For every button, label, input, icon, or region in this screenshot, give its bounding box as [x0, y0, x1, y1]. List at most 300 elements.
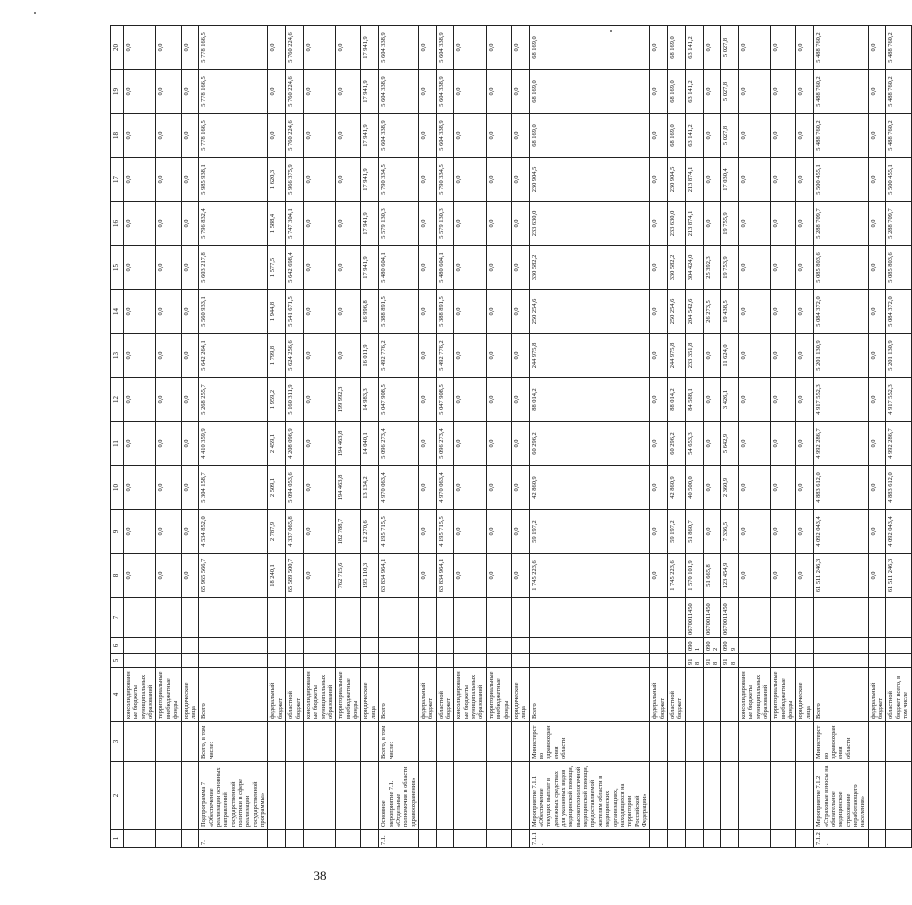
value-cell: 0,0: [418, 26, 436, 70]
cell-c6: [511, 638, 529, 654]
cell-c4: консолидированные бюджеты муниципальных образований: [303, 668, 335, 722]
cell-c7: [814, 598, 869, 638]
value-cell: 233 630,0: [668, 202, 686, 246]
cell-c7: [668, 598, 686, 638]
value-cell: 1 944,8: [268, 290, 286, 334]
value-cell: 194 463,8: [336, 466, 361, 510]
value-cell: 4 208 096,9: [286, 422, 304, 466]
cell-c3: [486, 722, 511, 762]
value-cell: 5 500 455,1: [886, 158, 911, 202]
column-number: 14: [111, 290, 124, 334]
table-row: [814, 26, 869, 848]
value-cell: 0,0: [486, 510, 511, 554]
landscape-table-container: [110, 28, 910, 848]
cell-c6: [156, 638, 181, 654]
value-cell: 4 337 065,8: [286, 510, 304, 554]
value-cell: 1 745 223,6: [668, 554, 686, 598]
value-cell: 0,0: [336, 158, 361, 202]
value-cell: 26 273,5: [703, 290, 721, 334]
value-cell: 65 589 500,7: [286, 554, 304, 598]
value-cell: 0,0: [511, 334, 529, 378]
value-cell: 0,0: [181, 114, 199, 158]
value-cell: 0,0: [796, 158, 814, 202]
column-number: 16: [111, 202, 124, 246]
value-cell: 65 965 566,7: [199, 554, 268, 598]
value-cell: 0,0: [418, 290, 436, 334]
value-cell: 68 169,0: [668, 114, 686, 158]
table-row: [529, 26, 650, 848]
cell-c5: [771, 654, 796, 668]
column-number: 1: [111, 830, 124, 848]
value-cell: 0,0: [303, 334, 335, 378]
value-cell: 230 904,5: [529, 158, 650, 202]
value-cell: 0,0: [181, 334, 199, 378]
value-cell: 1 588,4: [268, 202, 286, 246]
cell-c7: [199, 598, 268, 638]
cell-c6: [454, 638, 486, 654]
value-cell: 5 047 908,5: [379, 378, 419, 422]
value-cell: 0,0: [486, 334, 511, 378]
value-cell: 0,0: [703, 202, 721, 246]
value-cell: 0,0: [703, 70, 721, 114]
cell-c2: [703, 762, 721, 830]
value-cell: 5 778 166,5: [199, 114, 268, 158]
cell-c3: [124, 722, 156, 762]
value-cell: 5 790 334,5: [379, 158, 419, 202]
value-cell: 1 959,2: [268, 378, 286, 422]
value-cell: 2 509,1: [268, 466, 286, 510]
value-cell: 5 096 273,4: [436, 422, 454, 466]
value-cell: 17 941,9: [361, 202, 379, 246]
table-row: [685, 26, 703, 848]
cell-c6: [418, 638, 436, 654]
value-cell: 230 904,5: [668, 158, 686, 202]
value-cell: 0,0: [303, 26, 335, 70]
cell-c2: [286, 762, 304, 830]
column-number: 7: [111, 598, 124, 638]
value-cell: 250 254,6: [529, 290, 650, 334]
table-row: [868, 26, 886, 848]
cell-c5: [886, 654, 911, 668]
cell-c5: [486, 654, 511, 668]
cell-c4: Всего: [529, 668, 650, 722]
value-cell: 0,0: [454, 26, 486, 70]
cell-c1: [650, 830, 668, 848]
table-row: [454, 26, 486, 848]
value-cell: 0,0: [181, 466, 199, 510]
cell-c7: [486, 598, 511, 638]
value-cell: 5 480 604,1: [379, 246, 419, 290]
value-cell: 0,0: [511, 466, 529, 510]
value-cell: 1 745 223,6: [529, 554, 650, 598]
cell-c7: [738, 598, 770, 638]
table-body: [111, 26, 912, 848]
cell-c3: Всего, в том числе:: [199, 722, 268, 762]
value-cell: 0,0: [156, 26, 181, 70]
cell-c4: федеральный бюджет: [268, 668, 286, 722]
table-row: [650, 26, 668, 848]
table-row: [418, 26, 436, 848]
cell-c7: 0670011450: [721, 598, 739, 638]
value-cell: 0,0: [796, 422, 814, 466]
cell-c5: [268, 654, 286, 668]
cell-c1: [796, 830, 814, 848]
value-cell: 4 992 286,7: [886, 422, 911, 466]
value-cell: 2 787,9: [268, 510, 286, 554]
value-cell: 0,0: [486, 466, 511, 510]
value-cell: 3 426,1: [721, 378, 739, 422]
value-cell: 5 047 908,5: [436, 378, 454, 422]
value-cell: 88 014,2: [529, 378, 650, 422]
cell-c3: [738, 722, 770, 762]
cell-c3: [685, 722, 703, 762]
value-cell: 0,0: [486, 290, 511, 334]
cell-c5: [738, 654, 770, 668]
value-cell: 194 463,8: [336, 422, 361, 466]
value-cell: 0,0: [486, 246, 511, 290]
value-cell: 0,0: [156, 114, 181, 158]
cell-c1: [868, 830, 886, 848]
value-cell: 0,0: [650, 378, 668, 422]
value-cell: 0,0: [156, 466, 181, 510]
cell-c4: консолидированные бюджеты муниципальных образований: [454, 668, 486, 722]
value-cell: 5 388 891,5: [436, 290, 454, 334]
cell-c1: [336, 830, 361, 848]
value-cell: 5 096 273,4: [379, 422, 419, 466]
value-cell: 0,0: [303, 510, 335, 554]
cell-c4: [721, 668, 739, 722]
value-cell: 5 796 832,4: [199, 202, 268, 246]
cell-c3: Всего, в том числе:: [379, 722, 419, 762]
cell-c6: [124, 638, 156, 654]
cell-c6: [738, 638, 770, 654]
cell-c1: [738, 830, 770, 848]
table-row: [361, 26, 379, 848]
table-row: [511, 26, 529, 848]
value-cell: 0,0: [796, 290, 814, 334]
value-cell: 0,0: [418, 158, 436, 202]
value-cell: 0,0: [868, 378, 886, 422]
value-cell: 0,0: [868, 290, 886, 334]
value-cell: 5 560 933,1: [199, 290, 268, 334]
value-cell: 0,0: [796, 202, 814, 246]
cell-c7: [529, 598, 650, 638]
table-row: [486, 26, 511, 848]
value-cell: 0,0: [738, 158, 770, 202]
table-row: [703, 26, 721, 848]
value-cell: 0,0: [156, 202, 181, 246]
value-cell: 0,0: [454, 158, 486, 202]
cell-c6: [268, 638, 286, 654]
cell-c3: [868, 722, 886, 762]
cell-c6: [286, 638, 304, 654]
value-cell: 0,0: [418, 378, 436, 422]
value-cell: 0,0: [418, 70, 436, 114]
value-cell: 5 760 224,6: [286, 26, 304, 70]
cell-c2: [268, 762, 286, 830]
value-cell: 0,0: [771, 334, 796, 378]
value-cell: 0,0: [303, 246, 335, 290]
value-cell: 4 970 063,4: [436, 466, 454, 510]
value-cell: 5 201 130,9: [886, 334, 911, 378]
column-number: 9: [111, 510, 124, 554]
cell-c1: [361, 830, 379, 848]
value-cell: 0,0: [454, 378, 486, 422]
value-cell: 0,0: [268, 114, 286, 158]
cell-c5: [668, 654, 686, 668]
value-cell: 0,0: [486, 26, 511, 70]
value-cell: 0,0: [156, 510, 181, 554]
value-cell: 0,0: [454, 114, 486, 158]
value-cell: 4 970 063,4: [379, 466, 419, 510]
cell-c4: территориальные внебюджетные фонды: [486, 668, 511, 722]
value-cell: 0,0: [511, 378, 529, 422]
value-cell: 330 582,2: [529, 246, 650, 290]
value-cell: 1 799,8: [268, 334, 286, 378]
value-cell: 0,0: [796, 554, 814, 598]
cell-c1: [436, 830, 454, 848]
cell-c2: [156, 762, 181, 830]
value-cell: 5 488 760,2: [886, 114, 911, 158]
value-cell: 4 534 852,0: [199, 510, 268, 554]
value-cell: 0,0: [868, 202, 886, 246]
value-cell: 0,0: [650, 202, 668, 246]
value-cell: 213 874,1: [685, 202, 703, 246]
value-cell: 5 492 776,2: [436, 334, 454, 378]
budget-table: [110, 25, 912, 848]
cell-c4: территориальные внебюджетные фонды: [156, 668, 181, 722]
value-cell: 0,0: [868, 466, 886, 510]
value-cell: 0,0: [336, 202, 361, 246]
value-cell: 0,0: [868, 334, 886, 378]
cell-c1: [303, 830, 335, 848]
cell-c4: областной бюджет всего, в том числе: [886, 668, 911, 722]
cell-c6: [181, 638, 199, 654]
cell-c1: [156, 830, 181, 848]
column-number: 10: [111, 466, 124, 510]
value-cell: 5 304 158,7: [199, 466, 268, 510]
value-cell: 60 296,2: [529, 422, 650, 466]
value-cell: 0,0: [418, 466, 436, 510]
value-cell: 68 169,0: [529, 70, 650, 114]
cell-c7: [650, 598, 668, 638]
cell-c3: [796, 722, 814, 762]
cell-c1: [685, 830, 703, 848]
value-cell: 40 500,0: [685, 466, 703, 510]
value-cell: 0,0: [703, 422, 721, 466]
cell-c4: федеральный бюджет: [418, 668, 436, 722]
value-cell: 5 268 255,7: [199, 378, 268, 422]
value-cell: 4 195 715,5: [379, 510, 419, 554]
column-number: 6: [111, 638, 124, 654]
cell-c1: 7.1.2.: [814, 830, 869, 848]
cell-c6: [379, 638, 419, 654]
value-cell: 0,0: [511, 202, 529, 246]
cell-c5: [124, 654, 156, 668]
cell-c6: [529, 638, 650, 654]
value-cell: 0,0: [703, 378, 721, 422]
column-number: 20: [111, 26, 124, 70]
value-cell: 17 941,9: [361, 158, 379, 202]
value-cell: 0,0: [124, 466, 156, 510]
value-cell: 0,0: [336, 246, 361, 290]
cell-c6: 0902: [703, 638, 721, 654]
cell-c5: [814, 654, 869, 668]
value-cell: 244 975,8: [668, 334, 686, 378]
value-cell: 4 410 359,9: [199, 422, 268, 466]
value-cell: 0,0: [181, 510, 199, 554]
cell-c3: Министерство здравоохранения области: [529, 722, 650, 762]
cell-c4: консолидированные бюджеты муниципальных образований: [738, 668, 770, 722]
value-cell: 5 084 372,0: [886, 290, 911, 334]
value-cell: 0,0: [336, 114, 361, 158]
value-cell: 0,0: [703, 334, 721, 378]
cell-c4: областной бюджет: [436, 668, 454, 722]
value-cell: 0,0: [738, 378, 770, 422]
value-cell: 0,0: [771, 466, 796, 510]
value-cell: 5 579 130,3: [436, 202, 454, 246]
column-number: 5: [111, 654, 124, 668]
cell-c1: [486, 830, 511, 848]
value-cell: 0,0: [771, 158, 796, 202]
column-number: 11: [111, 422, 124, 466]
value-cell: 0,0: [796, 334, 814, 378]
value-cell: 0,0: [650, 554, 668, 598]
value-cell: 4 883 612,0: [886, 466, 911, 510]
value-cell: 0,0: [181, 158, 199, 202]
column-number: 19: [111, 70, 124, 114]
value-cell: 0,0: [418, 422, 436, 466]
value-cell: 0,0: [796, 378, 814, 422]
value-cell: 59 197,2: [668, 510, 686, 554]
value-cell: 0,0: [771, 114, 796, 158]
cell-c4: областной бюджет: [286, 668, 304, 722]
cell-c2: [436, 762, 454, 830]
cell-c6: [486, 638, 511, 654]
cell-c7: [436, 598, 454, 638]
cell-c1: [418, 830, 436, 848]
cell-c6: [886, 638, 911, 654]
cell-c4: Всего: [379, 668, 419, 722]
value-cell: 0,0: [796, 246, 814, 290]
cell-c5: 918: [703, 654, 721, 668]
cell-c5: 918: [685, 654, 703, 668]
cell-c6: [303, 638, 335, 654]
value-cell: 0,0: [771, 554, 796, 598]
value-cell: 0,0: [486, 114, 511, 158]
cell-c2: [303, 762, 335, 830]
table-row: [436, 26, 454, 848]
cell-c1: [668, 830, 686, 848]
value-cell: 0,0: [703, 26, 721, 70]
table-row: [721, 26, 739, 848]
value-cell: 0,0: [486, 554, 511, 598]
table-row: [181, 26, 199, 848]
value-cell: 0,0: [771, 70, 796, 114]
value-cell: 0,0: [796, 510, 814, 554]
value-cell: 0,0: [868, 114, 886, 158]
column-number: 4: [111, 668, 124, 722]
rotated-table-sheet: [110, 28, 910, 848]
value-cell: 5 085 803,6: [886, 246, 911, 290]
value-cell: 63 834 964,1: [436, 554, 454, 598]
value-cell: 0,0: [303, 378, 335, 422]
cell-c7: [181, 598, 199, 638]
value-cell: 0,0: [738, 334, 770, 378]
cell-c5: [199, 654, 268, 668]
value-cell: 0,0: [156, 158, 181, 202]
value-cell: 4 092 043,4: [814, 510, 869, 554]
value-cell: 0,0: [124, 158, 156, 202]
value-cell: 123 454,9: [721, 554, 739, 598]
cell-c5: [529, 654, 650, 668]
value-cell: 5 604 338,9: [379, 114, 419, 158]
value-cell: 11 624,0: [721, 334, 739, 378]
cell-c3: [668, 722, 686, 762]
value-cell: 195 110,3: [361, 554, 379, 598]
cell-c6: [771, 638, 796, 654]
value-cell: 0,0: [124, 554, 156, 598]
cell-c6: [668, 638, 686, 654]
value-cell: 330 582,2: [668, 246, 686, 290]
value-cell: 5 488 760,2: [814, 114, 869, 158]
value-cell: 0,0: [650, 466, 668, 510]
value-cell: 0,0: [511, 114, 529, 158]
value-cell: 0,0: [156, 378, 181, 422]
value-cell: 63 141,2: [685, 114, 703, 158]
value-cell: 0,0: [738, 114, 770, 158]
cell-c1: [771, 830, 796, 848]
value-cell: 0,0: [486, 70, 511, 114]
cell-c6: [650, 638, 668, 654]
value-cell: 5 604 338,9: [436, 114, 454, 158]
value-cell: 0,0: [771, 378, 796, 422]
value-cell: 0,0: [181, 290, 199, 334]
value-cell: 0,0: [268, 26, 286, 70]
value-cell: 0,0: [181, 246, 199, 290]
value-cell: 0,0: [703, 466, 721, 510]
value-cell: 0,0: [650, 334, 668, 378]
value-cell: 0,0: [418, 246, 436, 290]
value-cell: 5 488 760,2: [886, 26, 911, 70]
cell-c2: [650, 762, 668, 830]
cell-c2: [361, 762, 379, 830]
value-cell: 0,0: [336, 26, 361, 70]
value-cell: 0,0: [771, 246, 796, 290]
value-cell: 61 511 246,3: [814, 554, 869, 598]
cell-c2: Основное мероприятие 7.1. «Отдельные полномочия в области здравоохранения»: [379, 762, 419, 830]
value-cell: 0,0: [868, 26, 886, 70]
value-cell: 84 588,1: [685, 378, 703, 422]
value-cell: 0,0: [486, 378, 511, 422]
cell-c7: [124, 598, 156, 638]
value-cell: 0,0: [124, 510, 156, 554]
value-cell: 5 760 224,6: [286, 70, 304, 114]
value-cell: 0,0: [124, 422, 156, 466]
value-cell: 42 860,9: [668, 466, 686, 510]
table-row: [668, 26, 686, 848]
value-cell: 0,0: [796, 26, 814, 70]
value-cell: 5 778 166,5: [199, 26, 268, 70]
table-row: [336, 26, 361, 848]
value-cell: 5 160 311,9: [286, 378, 304, 422]
value-cell: 60 296,2: [668, 422, 686, 466]
cell-c3: [703, 722, 721, 762]
cell-c3: [303, 722, 335, 762]
cell-c3: [454, 722, 486, 762]
value-cell: 5 288 709,7: [814, 202, 869, 246]
cell-c5: [650, 654, 668, 668]
